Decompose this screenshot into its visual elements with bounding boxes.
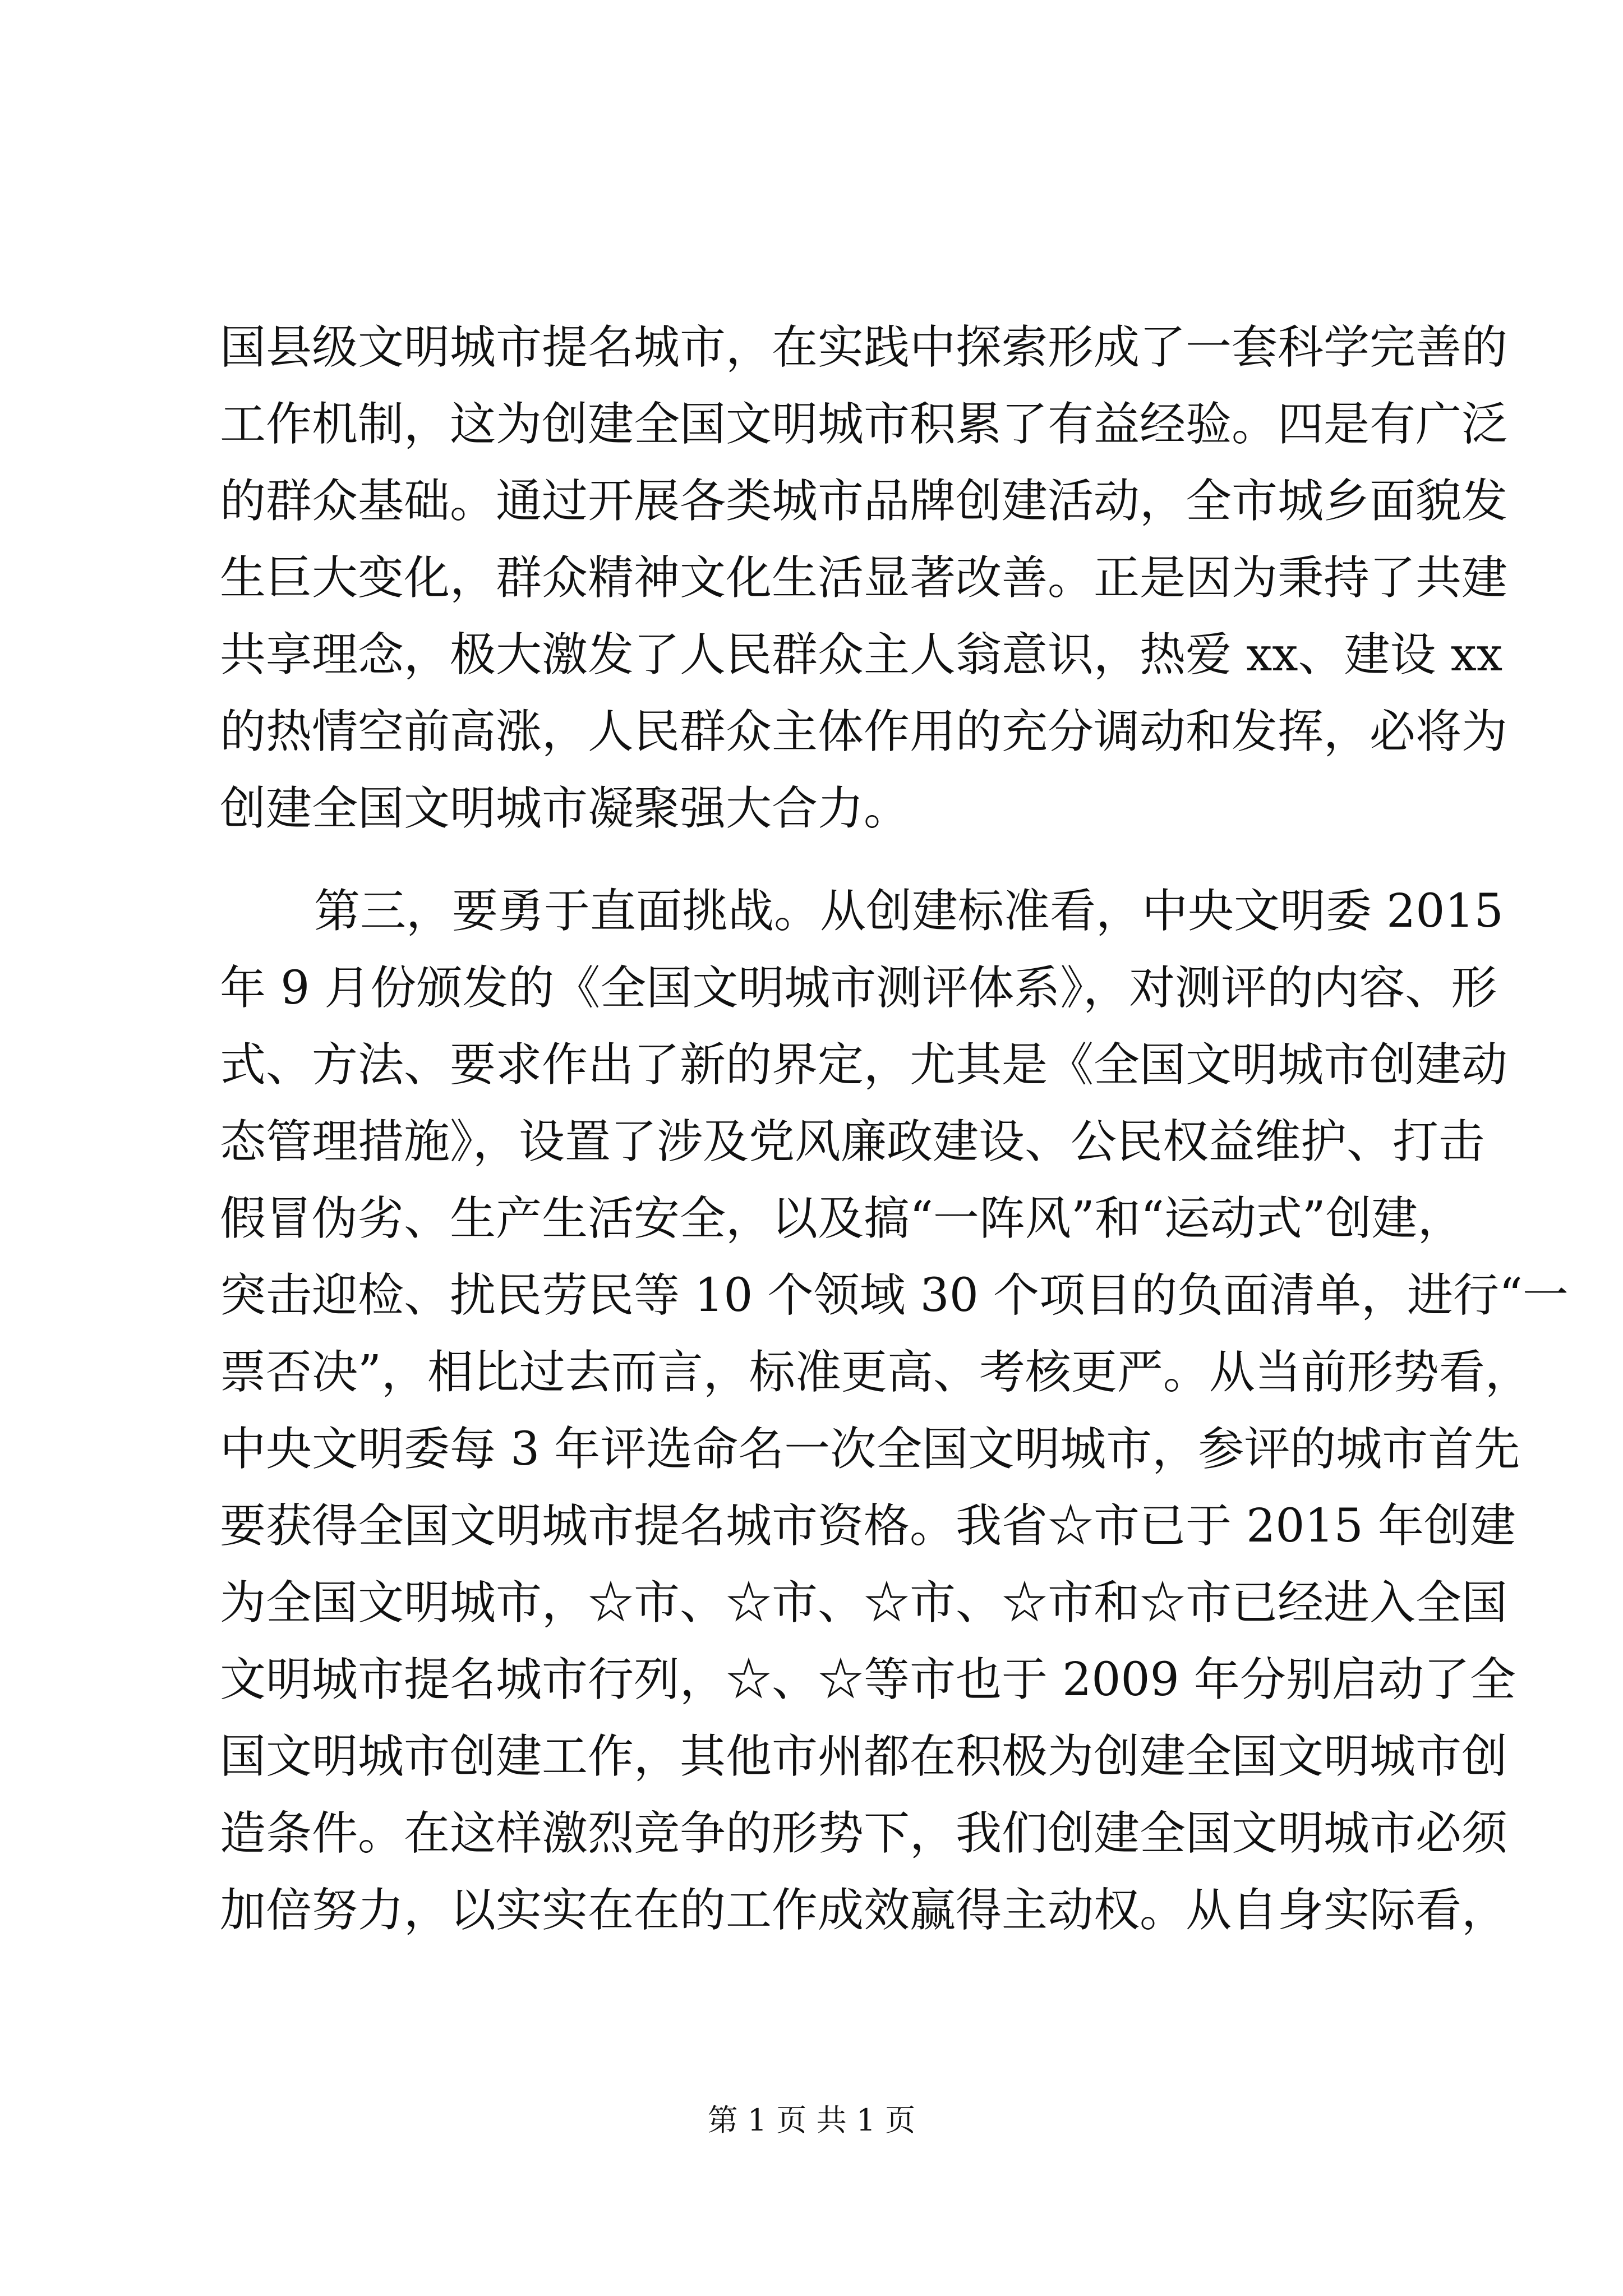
text-line-11: 态管理措施》，设置了涉及党风廉政建设、公民权益维护、打击	[220, 1115, 1485, 1168]
text-line-3: 的群众基础。通过开展各类城市品牌创建活动，全市城乡面貌发	[220, 475, 1508, 528]
text-line-7: 创建全国文明城市凝聚强大合力。	[220, 782, 910, 835]
text-line-8: 第三，要勇于直面挑战。从创建标准看，中央文明委 2015	[314, 885, 1504, 938]
text-line-18: 文明城市提名城市行列，☆、☆等市也于 2009 年分别启动了全	[220, 1653, 1516, 1706]
text-line-16: 要获得全国文明城市提名城市资格。我省☆市已于 2015 年创建	[220, 1499, 1516, 1553]
text-line-1: 国县级文明城市提名城市，在实践中探索形成了一套科学完善的	[220, 321, 1508, 374]
text-line-9: 年 9 月份颁发的《全国文明城市测评体系》，对测评的内容、形	[220, 961, 1497, 1015]
text-line-13: 突击迎检、扰民劳民等 10 个领域 30 个项目的负面清单，进行“一	[220, 1269, 1569, 1322]
page-footer: 第 1 页 共 1 页	[707, 2102, 916, 2138]
text-line-14: 票否决”，相比过去而言，标准更高、考核更严。从当前形势看，	[220, 1346, 1531, 1399]
text-line-15: 中央文明委每 3 年评选命名一次全国文明城市，参评的城市首先	[220, 1423, 1520, 1476]
text-line-19: 国文明城市创建工作，其他市州都在积极为创建全国文明城市创	[220, 1730, 1508, 1783]
text-line-21: 加倍努力，以实实在在的工作成效赢得主动权。从自身实际看，	[220, 1884, 1508, 1937]
text-line-5: 共享理念，极大激发了人民群众主人翁意识，热爱 xx、建设 xx	[220, 628, 1503, 682]
text-line-20: 造条件。在这样激烈竞争的形势下，我们创建全国文明城市必须	[220, 1807, 1508, 1860]
text-line-12: 假冒伪劣、生产生活安全，以及搞“一阵风”和“运动式”创建，	[220, 1192, 1464, 1245]
text-line-10: 式、方法、要求作出了新的界定，尤其是《全国文明城市创建动	[220, 1038, 1508, 1092]
text-line-17: 为全国文明城市，☆市、☆市、☆市、☆市和☆市已经进入全国	[220, 1576, 1508, 1630]
text-line-2: 工作机制，这为创建全国文明城市积累了有益经验。四是有广泛	[220, 398, 1508, 451]
text-line-4: 生巨大变化，群众精神文化生活显著改善。正是因为秉持了共建	[220, 551, 1508, 605]
text-line-6: 的热情空前高涨，人民群众主体作用的充分调动和发挥，必将为	[220, 705, 1508, 758]
